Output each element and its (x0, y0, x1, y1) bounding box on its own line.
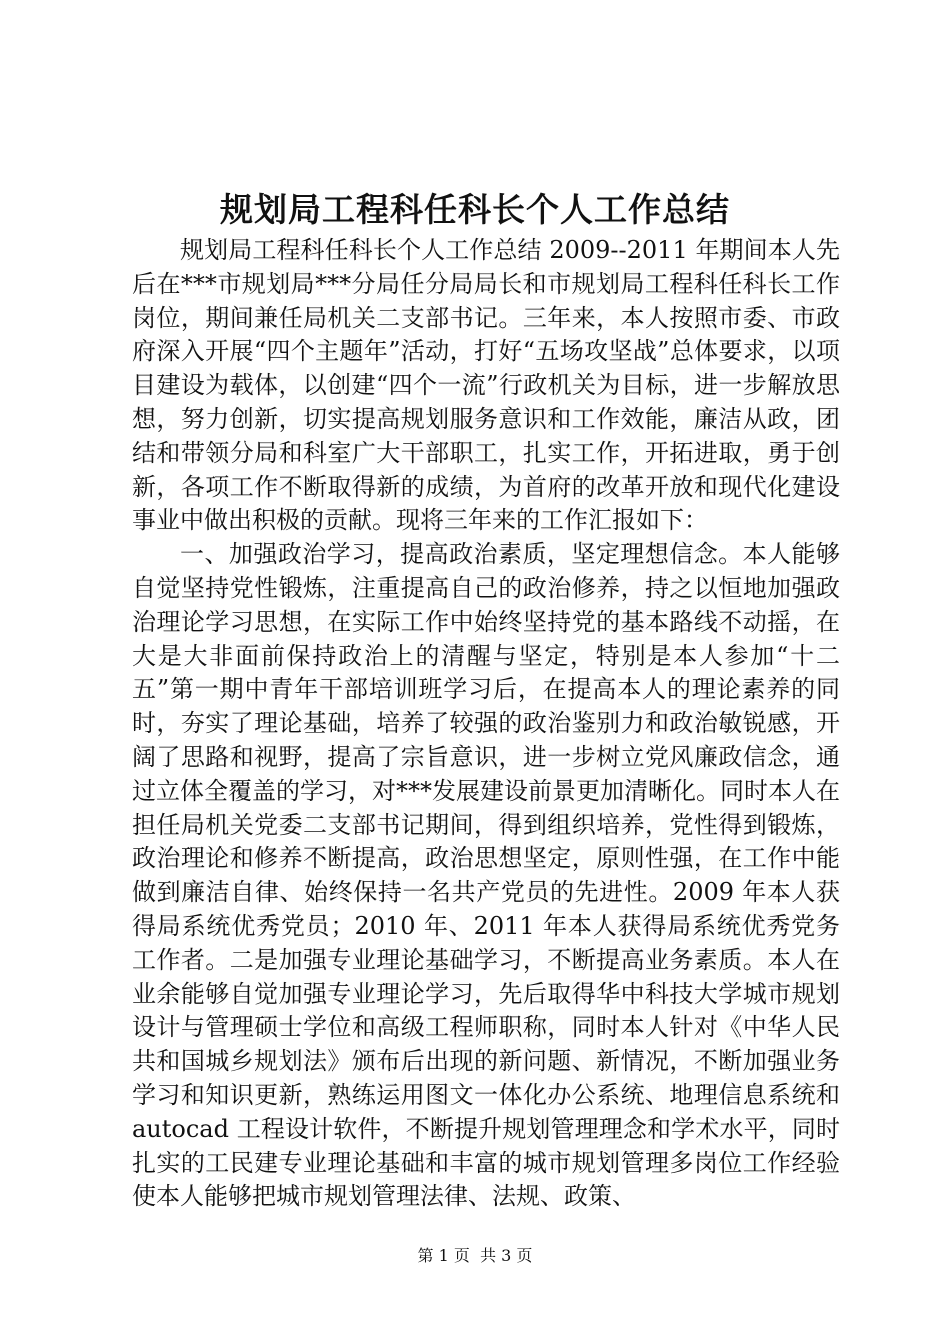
page-total: 共 3 页 (480, 1246, 533, 1265)
page-footer (0, 1244, 950, 1268)
footer-spacer (470, 1246, 480, 1265)
page-number: 第 1 页 (417, 1246, 470, 1265)
document-title: 规划局工程科任科长个人工作总结 (220, 190, 730, 229)
paragraph-intro: 规划局工程科任科长个人工作总结 2009--2011 年期间本人先后在***市规划局***分局任分局局长和市规划局工程科任科长工作岗位，期间兼任局机关二支部书记。三年来，本人按照市委、市政府深入开展“四个主题年”活动，打好“五场攻坚战”总体要求，以项目建设为载体，以创建“四个一流”行政机关为目标，进一步解放思想，努力创新，切实提高规划服务意识和工作效能，廉洁从政，团结和带领分局和科室广大干部职工，扎实工作，开拓进取，勇于创新，各项工作不断取得新的成绩，为首府的改革开放和现代化建设事业中做出积极的贡献。现将三年来的工作汇报如下： (132, 236, 840, 535)
paragraph-political-study: 一、加强政治学习，提高政治素质，坚定理想信念。本人能够自觉坚持党性锻炼，注重提高自己的政治修养，持之以恒地加强政治理论学习思想，在实际工作中始终坚持党的基本路线不动摇，在大是大非面前保持政治上的清醒与坚定，特别是本人参加“十二五”第一期中青年干部培训班学习后，在提高本人的理论素养的同时，夯实了理论基础，培养了较强的政治鉴别力和政治敏锐感，开阔了思路和视野，提高了宗旨意识，进一步树立党风廉政信念，通过立体全覆盖的学习，对***发展建设前景更加清晰化。同时本人在担任局机关党委二支部书记期间，得到组织培养，党性得到锻炼，政治理论和修养不断提高，政治思想坚定，原则性强，在工作中能做到廉洁自律、始终保持一名共产党员的先进性。2009 年本人获得局系统优秀党员；2010 年、2011 年本人获得局系统优秀党务工作者。二是加强专业理论基础学习，不断提高业务素质。本人在业余能够自觉加强专业理论学习，先后取得华中科技大学城市规划设计与管理硕士学位和高级工程师职称，同时本人针对《中华人民共和国城乡规划法》颁布后出现的新问题、新情况，不断加强业务学习和知识更新，熟练运用图文一体化办公系统、地理信息系统和 autocad 工程设计软件，不断提升规划管理理念和学术水平，同时扎实的工民建专业理论基础和丰富的城市规划管理多岗位工作经验使本人能够把城市规划管理法律、法规、政策、 (132, 540, 840, 1211)
document-body (132, 234, 840, 1214)
